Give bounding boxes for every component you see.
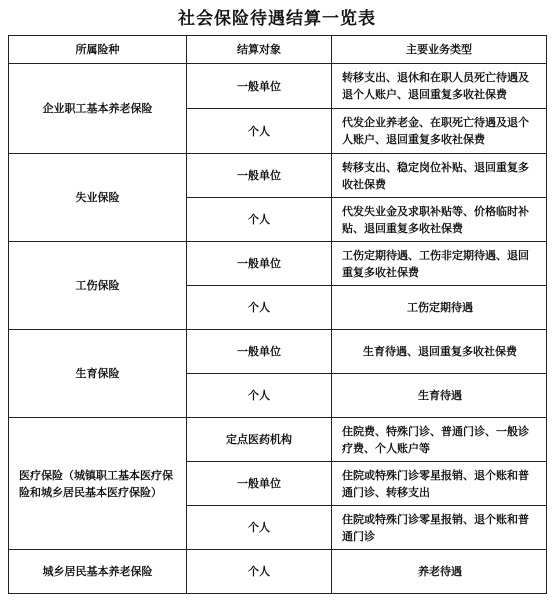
page-title: 社会保险待遇结算一览表 bbox=[178, 9, 376, 29]
insurance-cell: 企业职工基本养老保险 bbox=[9, 64, 187, 154]
table-row bbox=[9, 154, 547, 198]
target-cell: 个人 bbox=[187, 109, 332, 154]
insurance-cell: 失业保险 bbox=[9, 154, 187, 242]
header-business: 主要业务类型 bbox=[332, 36, 547, 64]
table-row bbox=[9, 550, 547, 594]
insurance-cell: 医疗保险（城镇职工基本医疗保险和城乡居民基本医疗保险） bbox=[9, 418, 187, 550]
target-cell: 一般单位 bbox=[187, 330, 332, 374]
settlement-table bbox=[8, 35, 547, 594]
target-cell: 一般单位 bbox=[187, 154, 332, 198]
table-row bbox=[9, 418, 547, 462]
insurance-cell: 城乡居民基本养老保险 bbox=[9, 550, 187, 594]
target-cell: 一般单位 bbox=[187, 242, 332, 286]
target-cell: 个人 bbox=[187, 374, 332, 418]
business-cell: 代发企业养老金、在职死亡待遇及退个人账户、退回重复多收社保费 bbox=[332, 109, 547, 154]
target-cell: 个人 bbox=[187, 286, 332, 330]
target-cell: 一般单位 bbox=[187, 462, 332, 506]
target-cell: 一般单位 bbox=[187, 64, 332, 109]
target-cell: 定点医药机构 bbox=[187, 418, 332, 462]
target-cell: 个人 bbox=[187, 550, 332, 594]
business-cell: 代发失业金及求职补贴等、价格临时补贴、退回重复多收社保费 bbox=[332, 198, 547, 242]
header-insurance: 所属险种 bbox=[9, 36, 187, 64]
table-row bbox=[9, 64, 547, 109]
table-row bbox=[9, 330, 547, 374]
business-cell: 工伤定期待遇 bbox=[332, 286, 547, 330]
business-cell: 转移支出、退休和在职人员死亡待遇及退个人账户、退回重复多收社保费 bbox=[332, 64, 547, 109]
business-cell: 生育待遇、退回重复多收社保费 bbox=[332, 330, 547, 374]
table-row bbox=[9, 242, 547, 286]
business-cell: 生育待遇 bbox=[332, 374, 547, 418]
insurance-cell: 生育保险 bbox=[9, 330, 187, 418]
header-target: 结算对象 bbox=[187, 36, 332, 64]
business-cell: 工伤定期待遇、工伤非定期待遇、退回重复多收社保费 bbox=[332, 242, 547, 286]
business-cell: 住院费、特殊门诊、普通门诊、一般诊疗费、个人账户等 bbox=[332, 418, 547, 462]
table-header-row bbox=[9, 36, 547, 64]
business-cell: 转移支出、稳定岗位补贴、退回重复多收社保费 bbox=[332, 154, 547, 198]
business-cell: 养老待遇 bbox=[332, 550, 547, 594]
business-cell: 住院或特殊门诊零星报销、退个账和普通门诊、转移支出 bbox=[332, 462, 547, 506]
business-cell: 住院或特殊门诊零星报销、退个账和普通门诊 bbox=[332, 506, 547, 550]
target-cell: 个人 bbox=[187, 198, 332, 242]
target-cell: 个人 bbox=[187, 506, 332, 550]
insurance-cell: 工伤保险 bbox=[9, 242, 187, 330]
